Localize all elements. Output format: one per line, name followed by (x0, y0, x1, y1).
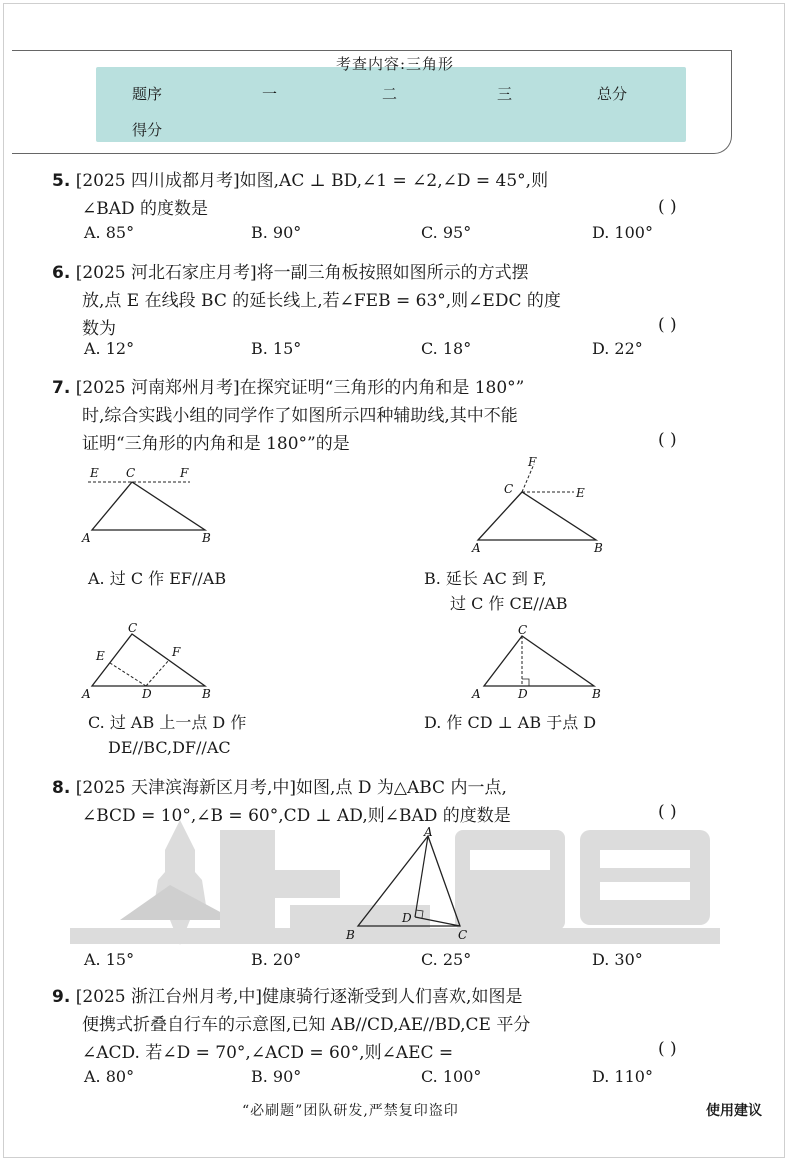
q7c-label-f: F (172, 645, 181, 659)
q8-option-b: B. 20° (251, 950, 302, 969)
question-6-line-3: 数为 (82, 319, 116, 339)
q7c-label-d: D (142, 687, 152, 701)
question-5-answer-paren: ( ) (658, 197, 677, 217)
q7-caption-c-line-2: DE//BC,DF//AC (108, 738, 231, 757)
question-6-line-1: [2025 河北石家庄月考]将一副三角板按照如图所示的方式摆 (75, 263, 529, 283)
q8-line-ad (415, 836, 428, 917)
q8-option-c: C. 25° (421, 950, 472, 969)
q7-caption-c (88, 710, 246, 760)
question-6-number: 6. (52, 263, 71, 283)
q8-figure (340, 826, 480, 944)
q5-option-d: D. 100° (592, 223, 653, 242)
question-9-number: 9. (52, 987, 71, 1007)
question-9 (52, 983, 530, 1067)
footer-usage-link[interactable]: 使用建议 (706, 1103, 762, 1119)
q8-line-dc (415, 917, 460, 926)
q7-figure-a (80, 462, 230, 547)
q7a-label-c: C (126, 466, 136, 480)
q7-figure-d (466, 620, 616, 702)
q7d-right-angle (522, 679, 529, 686)
q9-option-b: B. 90° (251, 1067, 302, 1086)
question-5-number: 5. (52, 171, 71, 191)
question-7-line-3: 证明“三角形的内角和是 180°”的是 (82, 434, 350, 454)
q7b-label-f: F (528, 455, 537, 469)
question-7-line-1: [2025 河南郑州月考]在探究证明“三角形的内角和是 180°” (75, 378, 525, 398)
question-7 (52, 374, 524, 458)
score-header-index: 题序 (132, 85, 163, 103)
score-header-total: 总分 (597, 85, 628, 103)
question-9-line-3: ∠ACD. 若∠D = 70°,∠ACD = 60°,则∠AEC = (82, 1043, 454, 1063)
question-7-answer-paren: ( ) (658, 430, 677, 450)
q8-label-c: C (458, 928, 468, 942)
question-5 (52, 167, 548, 223)
question-7-line-2: 时,综合实践小组的同学作了如图所示四种辅助线,其中不能 (82, 406, 518, 426)
q8-label-a: A (424, 826, 433, 839)
question-8-number: 8. (52, 778, 71, 798)
q8-label-b: B (346, 928, 355, 942)
question-9-line-1: [2025 浙江台州月考,中]健康骑行逐渐受到人们喜欢,如图是 (75, 987, 523, 1007)
question-5-line-2: ∠BAD 的度数是 (82, 199, 209, 219)
question-8 (52, 774, 511, 830)
q7c-line-de (110, 663, 146, 686)
q7-caption-d: D. 作 CD ⊥ AB 于点 D (424, 713, 597, 732)
question-9-line-2: 便携式折叠自行车的示意图,已知 AB//CD,AE//BD,CE 平分 (82, 1015, 531, 1035)
q7d-label-c: C (518, 623, 528, 637)
question-8-answer-paren: ( ) (658, 802, 677, 822)
question-6 (52, 259, 561, 343)
q7-caption-b-line-2: 过 C 作 CE//AB (450, 594, 568, 613)
score-table-bg (96, 67, 686, 142)
q7d-label-a: A (472, 687, 481, 701)
q5-option-a: A. 85° (84, 223, 135, 242)
q7c-triangle (92, 634, 205, 686)
q7c-line-df (146, 660, 169, 686)
q7a-label-f: F (180, 466, 189, 480)
q7-caption-c-line-1: C. 过 AB 上一点 D 作 (88, 713, 247, 732)
q7d-label-b: B (592, 687, 601, 701)
q7d-label-d: D (518, 687, 528, 701)
q7-figure-b (466, 452, 616, 557)
q7a-label-a: A (82, 531, 91, 545)
q7c-label-c: C (128, 621, 138, 635)
q7b-label-a: A (472, 541, 481, 555)
q6-option-d: D. 22° (592, 339, 643, 358)
q9-option-c: C. 100° (421, 1067, 482, 1086)
q5-option-c: C. 95° (421, 223, 472, 242)
q7a-triangle (92, 482, 205, 530)
q7-caption-a: A. 过 C 作 EF//AB (88, 569, 227, 588)
q8-option-d: D. 30° (592, 950, 643, 969)
q7a-label-e: E (90, 466, 99, 480)
question-8-line-2: ∠BCD = 10°,∠B = 60°,CD ⊥ AD,则∠BAD 的度数是 (82, 806, 511, 826)
question-7-number: 7. (52, 378, 71, 398)
score-header-3: 三 (497, 85, 513, 103)
question-6-answer-paren: ( ) (658, 315, 677, 335)
q7-caption-b-line-1: B. 延长 AC 到 F, (424, 569, 547, 588)
q6-option-c: C. 18° (421, 339, 472, 358)
question-6-line-2: 放,点 E 在线段 BC 的延长线上,若∠FEB = 63°,则∠EDC 的度 (82, 291, 561, 311)
topic-title: 考查内容:三角形 (335, 55, 455, 73)
q5-option-b: B. 90° (251, 223, 302, 242)
q9-option-d: D. 110° (592, 1067, 653, 1086)
q8-label-d: D (402, 911, 412, 925)
q6-option-a: A. 12° (84, 339, 135, 358)
score-row-label: 得分 (132, 121, 163, 139)
q7c-label-a: A (82, 687, 91, 701)
q7c-label-e: E (96, 649, 105, 663)
footer-copyright: “必刷题”团队研发,严禁复印盗印 (242, 1103, 459, 1119)
q7-figure-c (80, 620, 230, 702)
q7-caption-b (424, 566, 568, 616)
q6-option-b: B. 15° (251, 339, 302, 358)
question-8-line-1: [2025 天津滨海新区月考,中]如图,点 D 为△ABC 内一点, (75, 778, 507, 798)
q9-option-a: A. 80° (84, 1067, 135, 1086)
score-header-1: 一 (262, 85, 278, 103)
question-5-line-1: [2025 四川成都月考]如图,AC ⊥ BD,∠1 = ∠2,∠D = 45°,则 (75, 171, 549, 191)
q7c-label-b: B (202, 687, 211, 701)
q7b-label-c: C (504, 482, 514, 496)
q7b-label-b: B (594, 541, 603, 555)
q7a-label-b: B (202, 531, 211, 545)
q7d-triangle (484, 636, 594, 686)
q8-option-a: A. 15° (84, 950, 135, 969)
question-9-answer-paren: ( ) (658, 1039, 677, 1059)
score-header-2: 二 (382, 85, 398, 103)
q7b-label-e: E (576, 486, 585, 500)
